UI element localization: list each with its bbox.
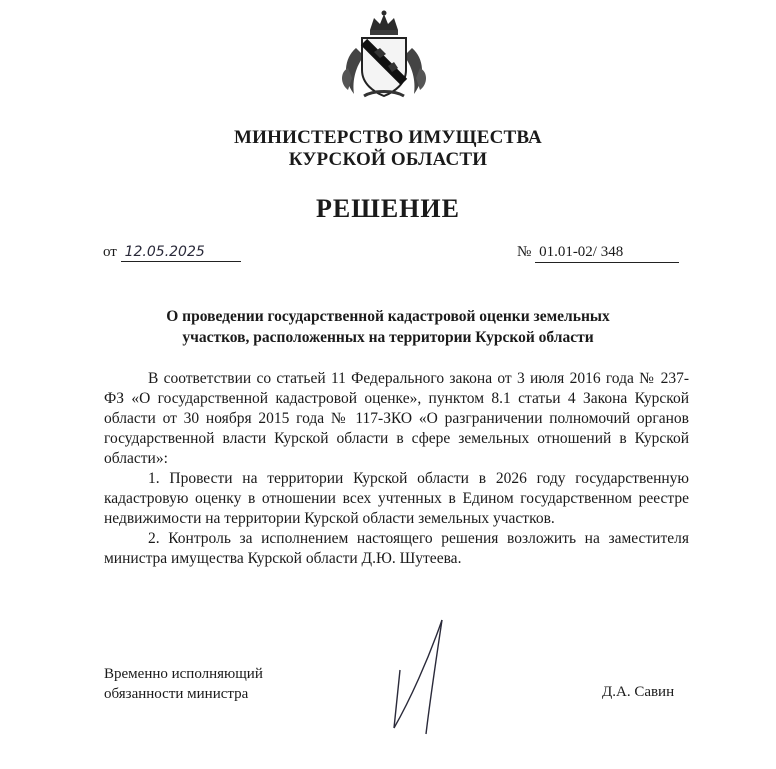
number-value: 01.01-02/ 348: [535, 244, 679, 263]
coat-of-arms-icon: [334, 8, 434, 100]
number-prefix: №: [517, 244, 532, 260]
signatory-name: Д.А. Савин: [602, 684, 675, 700]
signatory-role: [104, 664, 263, 704]
body-paragraph: 1. Провести на территории Курской области в 2026 году государственную кадастровую оценку в отношении всех учтенных в Едином государственном реестре недвижимости на территории Курской области земельных участков.: [104, 470, 689, 527]
decree-number: [517, 244, 679, 263]
role-line1: Временно исполняющий: [104, 666, 263, 682]
date-value: 12.05.2025: [121, 244, 241, 262]
role-line2: обязанности министра: [104, 686, 249, 702]
decree-subject: [0, 306, 776, 348]
handwritten-signature-icon: [380, 610, 470, 740]
decree-body: [104, 369, 689, 569]
ministry-name-line2: КУРСКОЙ ОБЛАСТИ: [288, 149, 488, 170]
body-paragraph: В соответствии со статьей 11 Федерального закона от 3 июля 2016 года № 237-ФЗ «О государственной кадастровой оценке», пунктом 8.1 статьи 4 Закона Курской области от 30 ноября 2015 года № 117-ЗКО «О разграничении полномочий органов государственной власти Курской области в сфере земельных отношений в Курской области»:: [104, 370, 689, 467]
date-prefix: от: [103, 244, 117, 260]
ministry-name-line1: МИНИСТЕРСТВО ИМУЩЕСТВА: [234, 127, 542, 148]
decree-date: [103, 244, 241, 262]
decree-title: РЕШЕНИЕ: [316, 194, 460, 223]
subject-line2: участков, расположенных на территории Курской области: [182, 329, 594, 346]
body-paragraph: 2. Контроль за исполнением настоящего решения возложить на заместителя министра имущества Курской области Д.Ю. Шутеева.: [104, 530, 689, 567]
subject-line1: О проведении государственной кадастровой оценки земельных: [166, 308, 610, 325]
